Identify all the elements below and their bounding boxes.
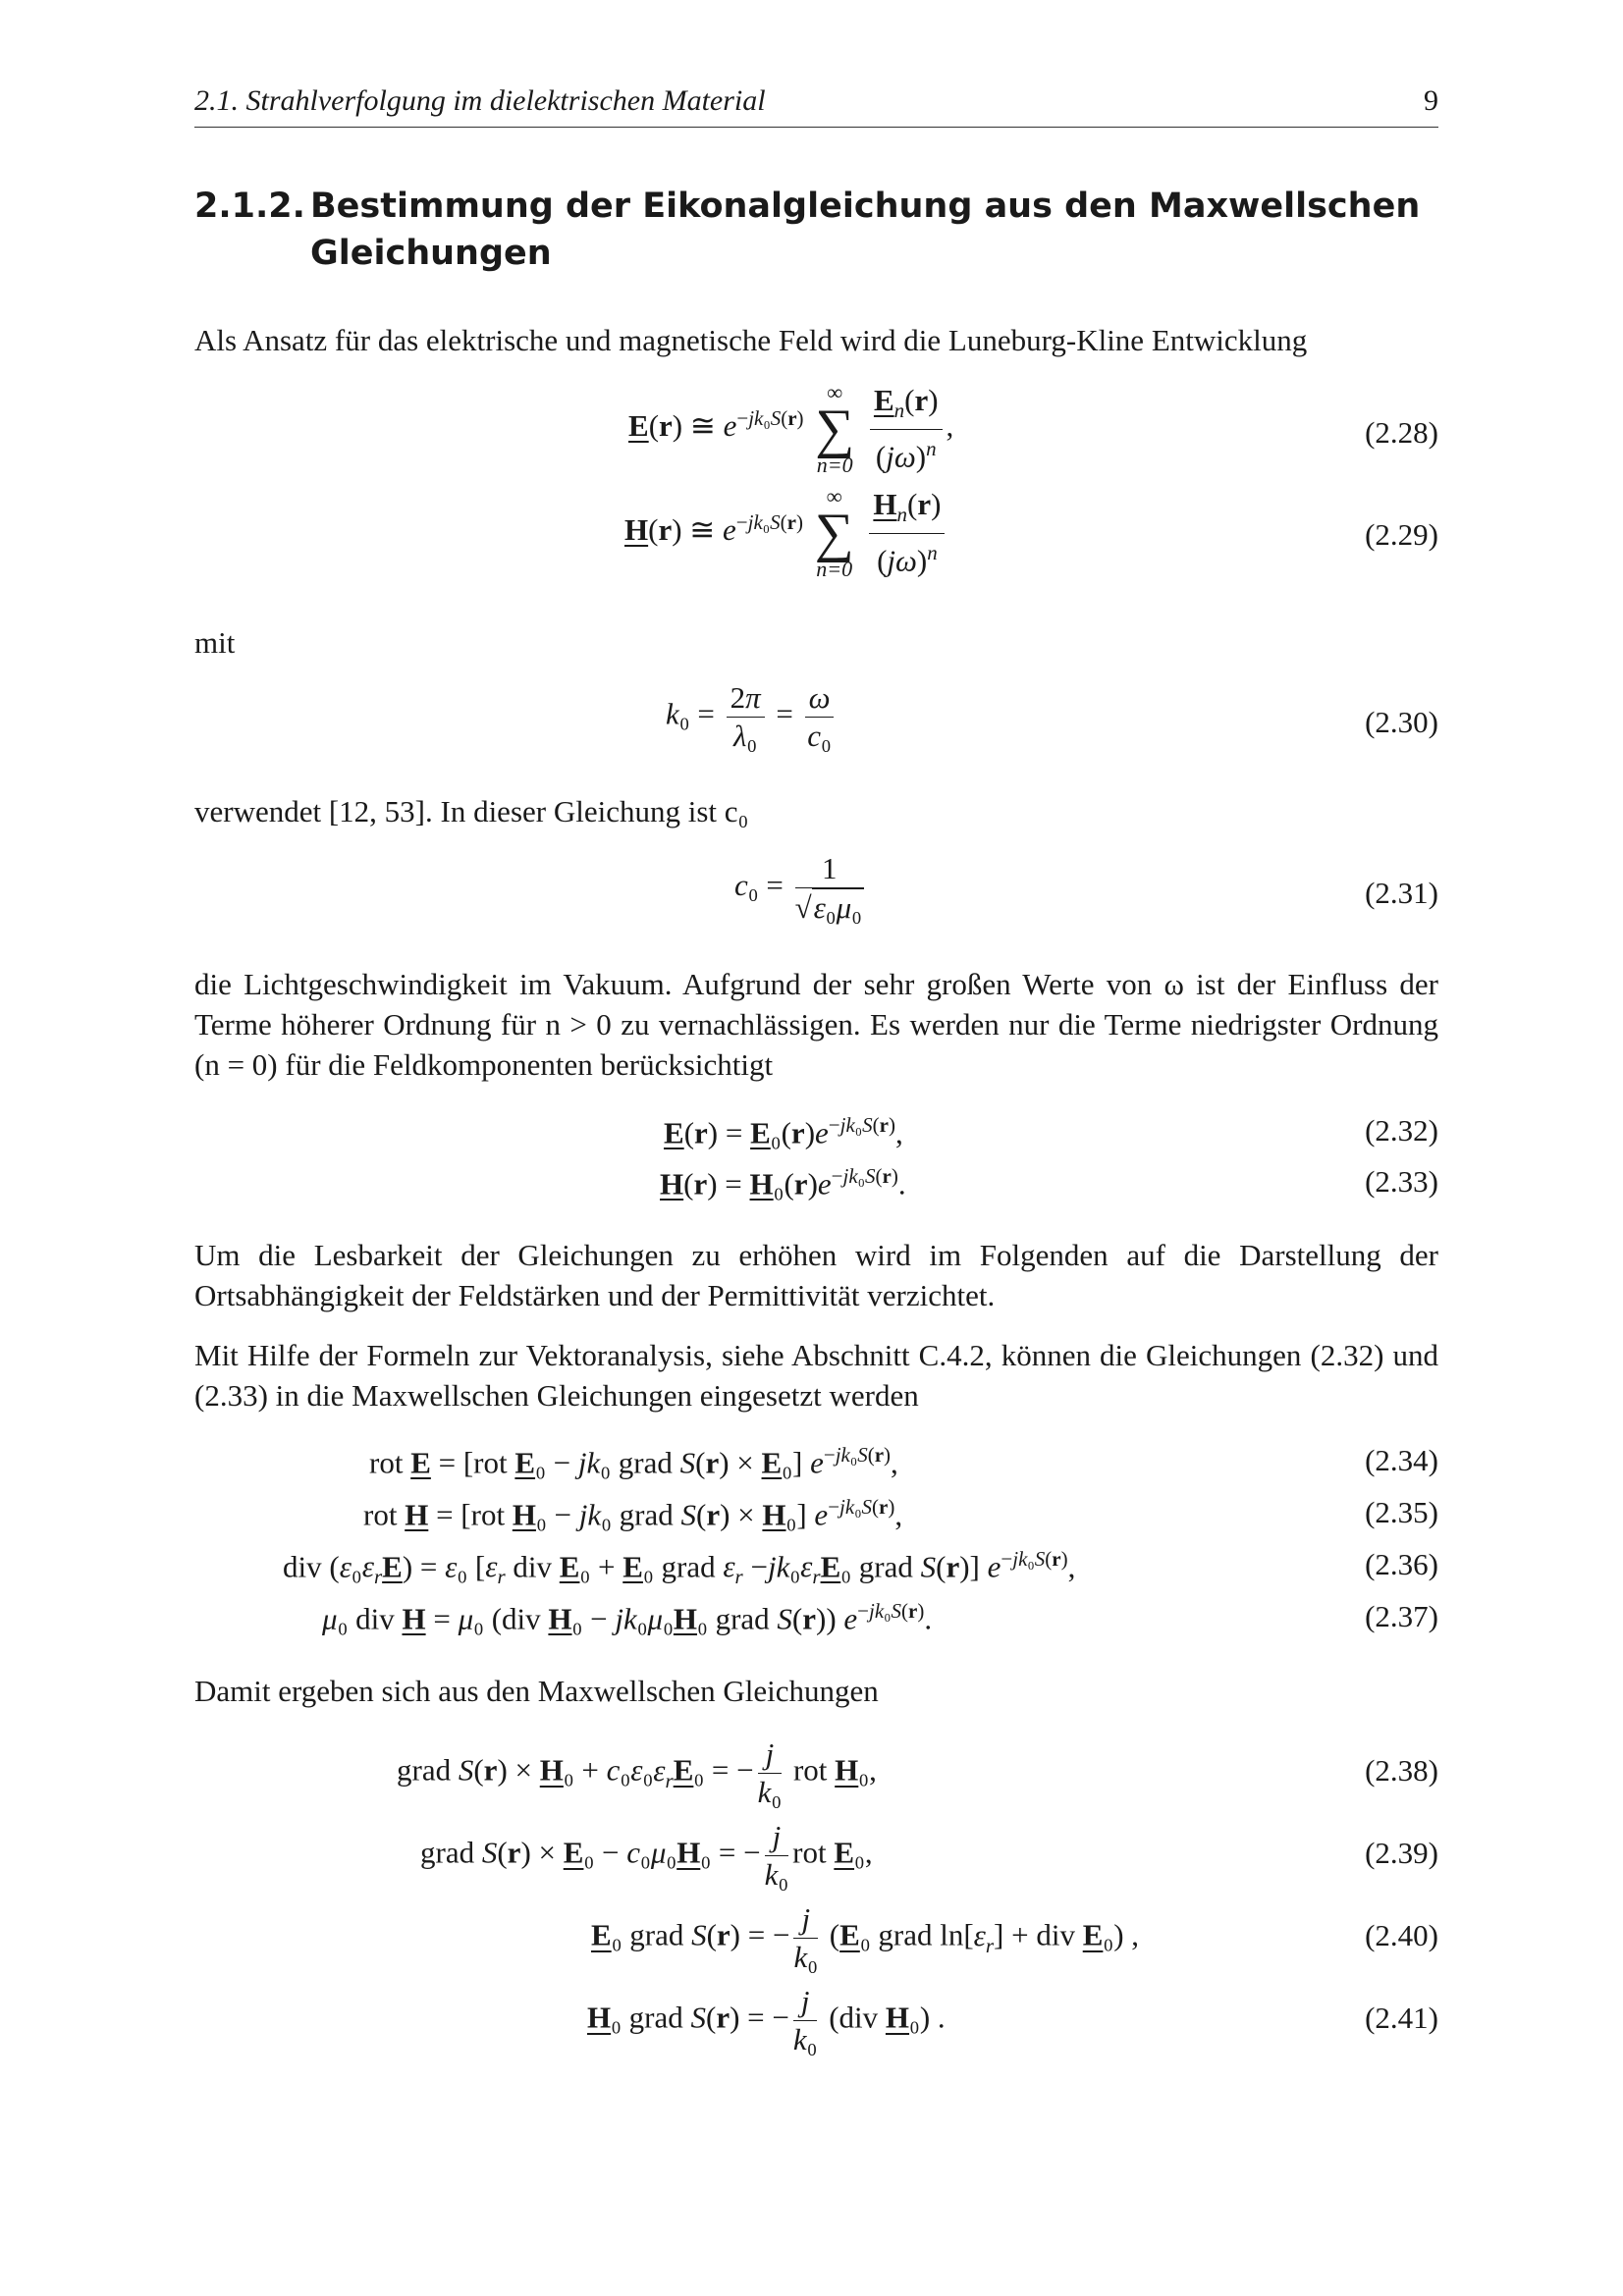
running-header-title: 2.1. Strahlverfolgung im dielektrischen Material (194, 84, 766, 117)
paragraph-verwendet: verwendet [12, 53]. In dieser Gleichung ist c₀ (194, 794, 749, 828)
equation-number-2-32: (2.32) (1365, 1113, 1438, 1148)
paragraph-lesbarkeit: Um die Lesbarkeit der Gleichungen zu erhöhen wird im Folgenden auf die Darstellung der Ortsabhängigkeit der Feldstärken und der Permittivität verzichtet. (194, 1238, 1438, 1312)
equation-number-2-33: (2.33) (1365, 1164, 1438, 1199)
paragraph-mit: mit (194, 625, 236, 660)
equation-number-2-40: (2.40) (1365, 1918, 1438, 1952)
equation-number-2-38: (2.38) (1365, 1753, 1438, 1788)
equation-number-2-35: (2.35) (1365, 1495, 1438, 1529)
paragraph-damit: Damit ergeben sich aus den Maxwellschen Gleichungen (194, 1674, 879, 1708)
equation-2-30: k₀ = $\frac{2\pi}{\text{λ₀}}$ = $\frac{\omega}{\text{c₀}}$ (666, 679, 838, 755)
equation-2-39: grad S(r) × E₀ − c₀μ₀H₀ = − $\frac{j}{\text{k₀}}$ rot E₀, (420, 1819, 873, 1892)
section-title-line1: Bestimmung der Eikonalgleichung aus den Maxwellschen (310, 187, 1421, 226)
equation-number-2-37: (2.37) (1365, 1599, 1438, 1633)
equation-2-32: $E(r) = E_0(r)e^{-jk_0S(r)}$, (664, 1113, 903, 1150)
equation-number-2-30: (2.30) (1365, 705, 1438, 739)
equation-2-40: E₀ grad S(r) = − $\frac{j}{\text{k₀}}$ (E₀ grad $\ln[\varepsilon_r]$ + div E₀) , (591, 1901, 1140, 1974)
equation-number-2-36: (2.36) (1365, 1547, 1438, 1581)
equation-2-29: H(r) ≅ $e^{-jk_0S(r)}$ ∞ ∑ n=0 $\frac{H_n(r)}{(j\omega)^n}$ (624, 485, 948, 581)
equation-2-34: rot E = [rot E₀ − jk₀ grad S(r) × E₀] $e^{-jk_0S(r)}$, (369, 1443, 898, 1480)
paragraph-ansatz: Als Ansatz für das elektrische und magnetische Feld wird die Luneburg-Kline Entwicklung (194, 323, 1308, 357)
equation-2-33: $H(r) = H_0(r)e^{-jk_0S(r)}$. (660, 1164, 906, 1201)
equation-number-2-41: (2.41) (1365, 2001, 1438, 2035)
section-title-line2: Gleichungen (310, 234, 552, 273)
header-rule (194, 127, 1438, 128)
equation-number-2-28: (2.28) (1365, 415, 1438, 450)
paragraph-lichtgeschwindigkeit: die Lichtgeschwindigkeit im Vakuum. Aufgrund der sehr großen Werte von ω ist der Einfluss der Terme höherer Ordnung für n > 0 zu vernachlässigen. Es werden nur die Terme niedrigster Ordnung (n = 0) für die Feldkomponenten berücksichtigt (194, 967, 1438, 1082)
equation-2-37: μ₀ div H = μ₀ (div H₀ − jk₀μ₀H₀ grad S(r)) $e^{-jk_0S(r)}$. (322, 1599, 933, 1636)
equation-2-35: rot H = [rot H₀ − jk₀ grad S(r) × H₀] $e^{-jk_0S(r)}$, (363, 1495, 903, 1532)
page-number: 9 (1424, 84, 1438, 117)
equation-number-2-34: (2.34) (1365, 1443, 1438, 1477)
equation-2-38: grad $S(r) \times H_0 + c_0\varepsilon_0\varepsilon_rE_0$ = − $\frac{j}{\text{k₀}}$ rot H₀, (397, 1736, 877, 1809)
equation-2-41: H₀ grad S(r) = − $\frac{j}{\text{k₀}}$ (div H₀) . (587, 1984, 946, 2056)
equation-number-2-29: (2.29) (1365, 517, 1438, 552)
equation-2-36: div $(\varepsilon_0\varepsilon_rE) = \varepsilon_0$ [$\varepsilon_r$ div E₀ + E₀ grad $\varepsilon_r -jk_0\varepsilon_rE_0$ grad S(r)] $e^{-jk_0S(r)}$, (283, 1547, 1076, 1589)
equation-number-2-31: (2.31) (1365, 876, 1438, 910)
equation-2-28: E(r) ≅ $e^{-jk_0S(r)}$ ∞ ∑ n=0 $\frac{E_n(r)}{(j\omega)^n}$ , (628, 380, 954, 477)
equation-2-31: c₀ = $\frac{1}{\text{√ε₀μ₀}}$ (734, 851, 862, 925)
paragraph-vektoranalysis: Mit Hilfe der Formeln zur Vektoranalysis, siehe Abschnitt C.4.2, können die Gleichungen (2.32) und (2.33) in die Maxwellschen Gleichungen eingesetzt werden (194, 1338, 1438, 1413)
section-heading (194, 183, 1438, 277)
equation-number-2-39: (2.39) (1365, 1836, 1438, 1870)
section-number: 2.1.2. (194, 187, 305, 226)
